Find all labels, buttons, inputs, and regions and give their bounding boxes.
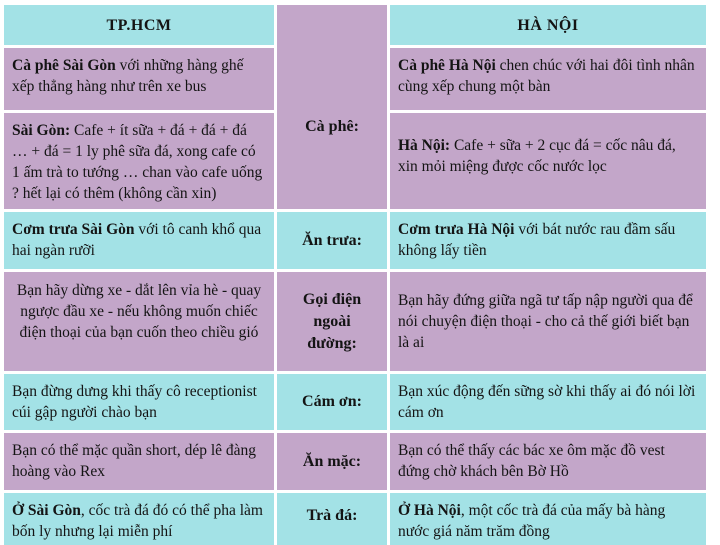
hcm-iced-tea-text: , cốc trà đá đó có thể pha làm bốn ly nhưng lại miễn phí [12,502,263,540]
hn-coffee-1-bold: Cà phê Hà Nội [398,57,496,74]
hn-phone-text: Bạn hãy đứng giữa ngã tư tấp nập người qua để nói chuyện điện thoại - cho cả thế giới biết bạn là ai [398,292,693,351]
category-thanks-label: Cám ơn: [302,393,362,410]
hn-coffee-2-text: Cafe + sữa + 2 cục đá = cốc nâu đá, xin mỏi miệng được cốc nước lọc [398,137,676,175]
hcm-phone-text: Bạn hãy dừng xe - dắt lên vỉa hè - quay ngược đầu xe - nếu không muốn chiếc điện thoại của bạn cuốn theo chiều gió [16,282,262,341]
category-iced-tea [277,493,387,545]
category-thanks [277,374,387,430]
header-left [4,5,274,45]
hcm-coffee-2-text: Cafe + ít sữa + đá + đá + đá … + đá = 1 ly phê sữa đá, xong cafe có 1 ấm trà to tướng … chan vào cafe uống ? hết lại có thêm (không cần xin) [12,122,263,202]
hcm-clothing-text: Bạn có thể mặc quần short, dép lê đàng hoàng vào Rex [12,442,257,480]
hcm-lunch-bold: Cơm trưa Sài Gòn [12,221,135,238]
hn-iced-tea-text: , một cốc trà đá của mấy bà hàng nước giá năm trăm đồng [398,502,666,540]
header-right [390,5,706,45]
category-phone [277,272,387,371]
category-coffee-label: Cà phê: [305,118,359,135]
hcm-phone [4,272,274,371]
hn-lunch [390,212,706,269]
hcm-coffee-1 [4,48,274,110]
hn-lunch-text: với bát nước rau đầm sấu không lấy tiền [398,221,676,259]
hn-coffee-2 [390,113,706,209]
comparison-table [4,5,706,545]
category-iced-tea-label: Trà đá: [306,507,358,524]
header-right-label: HÀ NỘI [517,16,579,34]
hcm-thanks-text: Bạn đừng dưng khi thấy cô receptionist cúi gập người chào bạn [12,383,257,421]
hcm-lunch-text: với tô canh khổ qua hai ngàn rưỡi [12,221,262,259]
category-lunch-label: Ăn trưa: [302,231,362,249]
hn-phone [390,272,706,371]
hn-coffee-1 [390,48,706,110]
category-clothing [277,433,387,490]
category-clothing-label: Ăn mặc: [302,452,362,470]
hn-thanks-text: Bạn xúc động đến sững sờ khi thấy ai đó nói lời cám ơn [398,383,696,421]
hcm-clothing [4,433,274,490]
header-left-label: TP.HCM [106,16,172,34]
category-lunch [277,212,387,269]
hn-iced-tea [390,493,706,545]
hn-thanks [390,374,706,430]
category-coffee [277,45,387,209]
hcm-coffee-1-bold: Cà phê Sài Gòn [12,57,116,74]
hcm-coffee-1-text: với những hàng ghế xếp thẳng hàng như trên xe bus [12,57,244,95]
hcm-iced-tea [4,493,274,545]
hn-clothing [390,433,706,490]
hn-iced-tea-bold: Ở Hà Nội [398,502,461,519]
hcm-lunch [4,212,274,269]
category-phone-label: Gọi điện ngoài đường: [302,290,362,352]
hcm-thanks [4,374,274,430]
hcm-coffee-2 [4,113,274,209]
hn-lunch-bold: Cơm trưa Hà Nội [398,221,515,238]
hcm-iced-tea-bold: Ở Sài Gòn [12,502,81,519]
hn-clothing-text: Bạn có thể thấy các bác xe ôm mặc đồ vest đứng chờ khách bên Bờ Hồ [398,442,665,480]
hn-coffee-1-text: chen chúc với hai đôi tình nhân cùng xếp chung một bàn [398,57,695,95]
hn-coffee-2-bold: Hà Nội: [398,137,451,154]
hcm-coffee-2-bold: Sài Gòn: [12,122,71,139]
